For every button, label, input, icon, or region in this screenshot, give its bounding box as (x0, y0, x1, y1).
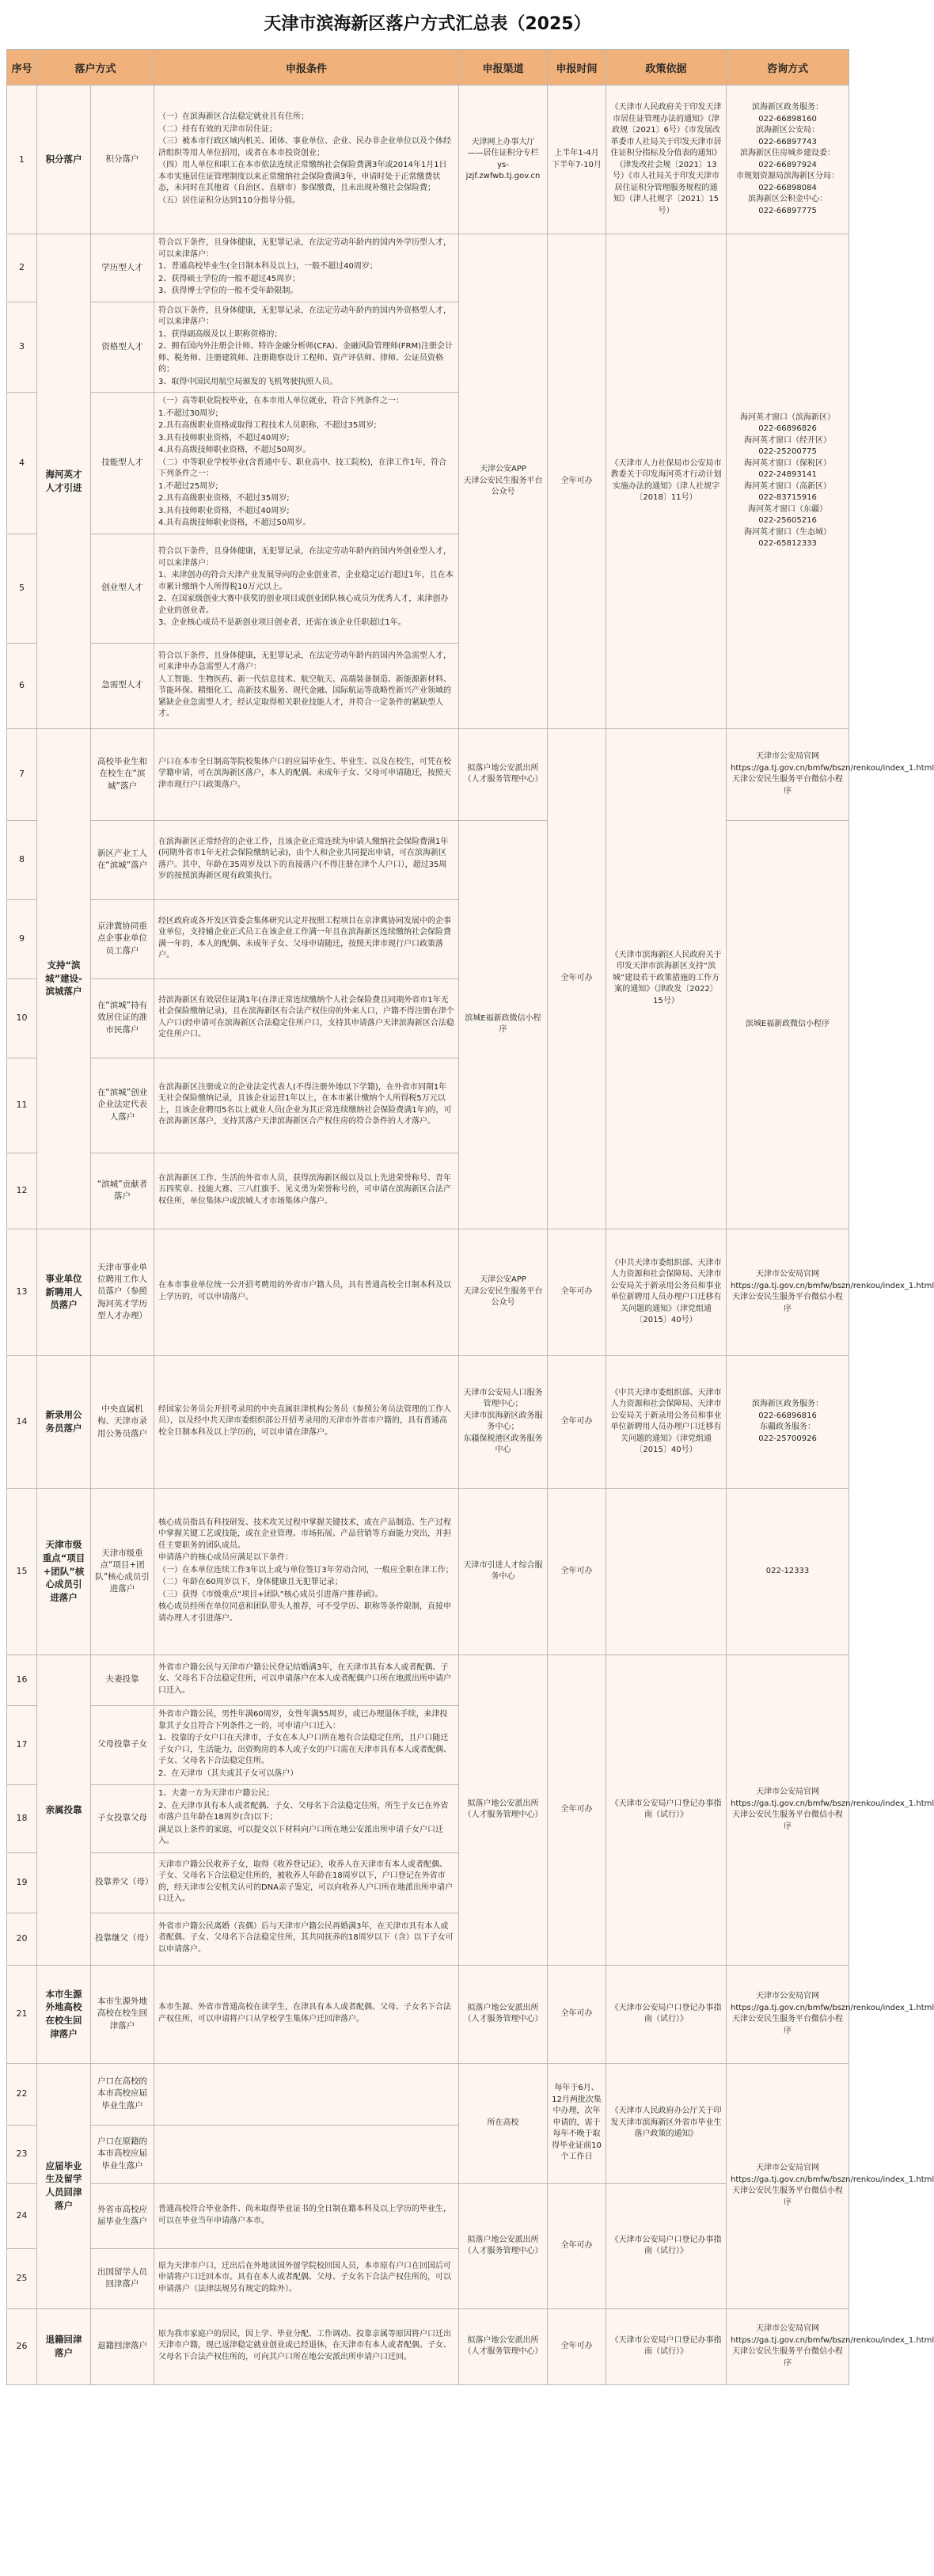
row-number: 4 (7, 393, 37, 534)
cell-line: 满足以上条件的家庭，可以提交以下材料向户口所在地公安派出所申请子女户口迁入。 (158, 1825, 444, 1846)
cell-line: 3、获得博士学位的一般不受年龄限制。 (158, 287, 298, 295)
conditions-cell (154, 534, 459, 643)
cell-line: https://ga.tj.gov.cn/bmfw/bszn/renkou/index_1.html (731, 2175, 934, 2184)
cell-line: 2.具有高级职业资格，不超过35周岁; (158, 494, 290, 503)
cell-line: 拟落户地公安派出所 (467, 763, 539, 773)
table-row (7, 2308, 849, 2384)
time-cell: 全年可办 (548, 1965, 606, 2063)
channel-cell (459, 1965, 548, 2063)
row-number: 12 (7, 1153, 37, 1229)
cell-line: （人才服务管理中心） (463, 1810, 543, 1819)
cell-line: （人才服务管理中心） (463, 2015, 543, 2023)
subtype-cell: 户口在原籍的本市高校应届毕业生落户 (91, 2125, 154, 2183)
cell-line: 经区政府或各开发区管委会集体研究认定并按照工程项目在京津冀协同发展中的企事业单位，支持辅企业正式员工在该企业工作满一年且在滨海新区连续缴纳社会保险费满一年的，本人的配偶、未成年子女、父母申请随迁，按照天津市现行户口政策落户。 (158, 916, 452, 959)
cell-line: 符合以下条件，且身体健康，无犯罪记录，在法定劳动年龄内的国内外学历型人才，可以来津落户： (158, 238, 452, 259)
subtype-cell: 高校毕业生和在校生在“滨城”落户 (91, 728, 154, 820)
cell-line: 天津市引进人才综合服务中心 (463, 1560, 543, 1581)
cell-line: 《天津市公安局户口登记办事指南（试行）》 (610, 2335, 722, 2356)
cell-line: （三）被本市行政区域内机关、团体、事业单位、企业、民办非企业单位以及个体经济组织等用人单位招用，或者在本市投资创业； (158, 137, 452, 158)
subtype-cell: 中央直属机构、天津市录用公务员落户 (91, 1355, 154, 1488)
category-cell: 亲属投靠 (37, 1655, 91, 1965)
cell-line: 海河英才窗口（经开区） (744, 435, 832, 445)
cell-line: （人才服务管理中心） (463, 2247, 543, 2255)
cell-line: ys-jzjf.zwfwb.tj.gov.cn (465, 160, 541, 180)
cell-line: 滨海新区公安局： (756, 126, 820, 135)
table-row (7, 234, 849, 302)
cell-line: 022-66896826 (758, 424, 817, 434)
category-cell: 退籍回津落户 (37, 2308, 91, 2384)
channel-cell (459, 1355, 548, 1488)
time-cell: 全年可办 (548, 2183, 606, 2308)
table-row (7, 728, 849, 820)
conditions-cell (154, 1488, 459, 1655)
cell-line: 海河英才窗口（保税区） (744, 458, 832, 468)
cell-line: 核心成员经所在单位同意和团队带头人推荐，可不受学历、职称等条件限制，直接申请办理人才引进落户。 (158, 1602, 452, 1623)
table-row (7, 1355, 849, 1488)
cell-line: 天津网上办事大厅 (471, 137, 535, 146)
consult-cell (727, 85, 849, 234)
cell-line: 2、获得硕士学位的一般不超过45周岁； (158, 274, 301, 283)
cell-line: 拟落户地公安派出所 (467, 2003, 539, 2012)
row-number: 17 (7, 1705, 37, 1784)
cell-line: 符合以下条件，且身体健康，无犯罪记录，在法定劳动年龄内的国内外资格型人才，可以来津落户： (158, 306, 452, 326)
cell-line: 天津市户籍公民收养子女，取得《收养登记证》，收养人在天津市有本人或者配偶、子女、父母名下合法稳定住所的，被收养人年龄在18周岁以下，户口登记在外省市的，经天津市公安机关认可的DNA亲子鉴定，可以向收养人户口所在地派出所申请户口迁入。 (158, 1860, 454, 1903)
cell-line: 天津公安民生服务平台微信小程序 (732, 1810, 844, 1831)
table-row (7, 1655, 849, 1705)
cell-line: 022-66896816 (758, 1411, 817, 1420)
cell-line: 天津市公安局官网 (756, 2324, 820, 2333)
cell-line: 拟落户地公安派出所 (467, 2235, 539, 2244)
cell-line: 市规划资源局滨海新区分局： (736, 172, 840, 180)
subtype-cell: 积分落户 (91, 85, 154, 234)
cell-line: （五）居住证积分达到110分指导分值。 (158, 196, 301, 205)
header-row (7, 50, 849, 85)
cell-line: 户口在本市全日制高等院校集体户口的应届毕业生、毕业生、以及在校生，可凭在校学籍申请，可在滨海新区落户，本人的配偶、未成年子女、父母可申请随迁，按照天津市现行户口政策落户。 (158, 757, 452, 789)
cell-line: 外省市户籍公民，男性年满60周岁，女性年满55周岁，或已办理退休手续，来津投靠其子女且符合下列条件之一的，可申请户口迁入： (158, 1710, 448, 1731)
cell-line: https://ga.tj.gov.cn/bmfw/bszn/renkou/index_1.html (731, 1281, 934, 1290)
consult-cell (727, 728, 934, 820)
row-number: 16 (7, 1655, 37, 1705)
cell-line: （二）持有有效的天津市居住证； (158, 124, 278, 134)
conditions-cell (154, 1355, 459, 1488)
cell-line: 3、取得中国民用航空局颁发的飞机驾驶执照人员。 (158, 377, 338, 386)
row-number: 6 (7, 643, 37, 728)
conditions-cell (154, 1655, 459, 1705)
cell-line: 天津市公安局官网 (756, 1270, 820, 1279)
consult-cell (727, 1229, 934, 1355)
cell-line: （一）高等职业院校毕业，在本市用人单位就业，符合下列条件之一： (158, 397, 404, 405)
cell-line: 022-83715916 (758, 493, 817, 503)
subtype-cell: “滨城”贡献者落户 (91, 1153, 154, 1229)
header-num: 序号 (7, 50, 37, 85)
subtype-cell: 新区产业工人在“滨城”落户 (91, 820, 154, 899)
cell-line: 滨海新区住房城乡建设委： (740, 149, 836, 158)
conditions-cell (154, 899, 459, 978)
cell-line: 1、普通高校毕业生(全日制本科及以上)，一般不超过40周岁； (158, 262, 378, 271)
cell-line: 天津市公安局人口服务管理中心； (463, 1388, 543, 1408)
channel-cell (459, 2183, 548, 2308)
conditions-cell (154, 234, 459, 302)
category-cell: 天津市级重点“项目+团队”核心成员引进落户 (37, 1488, 91, 1655)
category-cell: 应届毕业生及留学人员回津落户 (37, 2063, 91, 2308)
cell-line: 2、在天津市具有本人或者配偶、子女、父母名下合法稳定住所，所生子女已在外省市落户且年龄在18周岁(含)以下； (158, 1801, 449, 1822)
cell-line: 在滨海新区工作、生活的外省市人员，获得滨海新区级以及以上先进荣誉称号、青年五四奖章、技能大赛、三八红旗手、见义勇为荣誉称号的，可申请在滨海新区合法产权住所，单位集体户或滨城人才市场集体户落户。 (158, 1173, 452, 1206)
cell-line: 天津公安民生服务平台公众号 (463, 1286, 543, 1308)
subtype-cell: 投靠继父（母） (91, 1913, 154, 1965)
consult-cell (727, 234, 849, 729)
conditions-cell (154, 2248, 459, 2308)
consult-cell (727, 1655, 934, 1965)
cell-line: 外省市户籍公民与天津市户籍公民登记结婚满3年，在天津市具有本人或者配偶、子女、父母名下合法稳定住所，可以申请落户在本人或者配偶户口所在地派出所申请户口迁入。 (158, 1662, 452, 1695)
category-cell: 海河英才人才引进 (37, 234, 91, 729)
row-number: 15 (7, 1488, 37, 1655)
cell-line: 经国家公务员公开招考录用的中央直属驻津机构公务员（参照公务员法管理的工作人员），以及经中共天津市委组织部公开招考录用的天津市外省市户籍的，具有普通高校全日制本科及以上学历的，可以申请在津落户。 (158, 1404, 452, 1437)
cell-line: 022-66897743 (758, 137, 817, 146)
cell-line: 《天津市人民政府办公厅关于印发天津市滨海新区外省市毕业生落户政策的通知》 (610, 2107, 722, 2139)
cell-line: 3、企业核心成员不是新创业项目创业者，还需在该企业任职超过1年。 (158, 618, 406, 628)
cell-line: 1、获得副高级及以上职称资格的； (158, 329, 283, 339)
policy-cell (606, 728, 727, 1229)
consult-cell (727, 2063, 934, 2308)
cell-line: 本市生源、外省市普通高校在读学生，在津具有本人或者配偶、父母、子女名下合法产权住所，可以申请将户口从学校学生集体户迁回津落户。 (158, 2003, 452, 2023)
cell-line: 022-25200775 (758, 447, 817, 457)
conditions-cell (154, 1705, 459, 1784)
cell-line: 2.具有高级职业资格或取得工程技术人员职称，不超过35周岁; (158, 421, 377, 430)
cell-line: 天津市公安局官网 (756, 752, 820, 761)
row-number: 21 (7, 1965, 37, 2063)
subtype-cell: 创业型人才 (91, 534, 154, 643)
cell-line: 原为天津市户口，迁出后在外地读国外留学院校回国人员，本市原有户口在回国后可申请将户口迁回本市。具有在本人或者配偶、父母、子女名下合法产权住所的，可以申请落户（法律法规另有规定的除外）。 (158, 2261, 452, 2293)
time-cell: 全年可办 (548, 234, 606, 729)
row-number: 22 (7, 2063, 37, 2125)
row-number: 24 (7, 2183, 37, 2248)
cell-line: 3.具有技师职业资格，不超过40周岁; (158, 433, 290, 443)
cell-line: 022-12333 (765, 1566, 810, 1575)
conditions-cell (154, 1058, 459, 1153)
subtype-cell: 子女投靠父母 (91, 1784, 154, 1852)
conditions-cell (154, 2183, 459, 2248)
time-cell: 全年可办 (548, 1655, 606, 1965)
cell-line: 申请落户的核心成员应满足以下条件： (158, 1553, 294, 1563)
cell-line: 在本市事业单位统一公开招考聘用的外省市户籍人员，具有普通高校全日制本科及以上学历的，可以申请落户。 (158, 1281, 452, 1301)
cell-line: 普通高校符合毕业条件、尚未取得毕业证书的全日制在籍本科及以上学历的毕业生，可以在毕业当年申请落户本市。 (158, 2205, 452, 2225)
time-cell: 全年可办 (548, 1355, 606, 1488)
conditions-cell (154, 728, 459, 820)
time-cell: 全年可办 (548, 728, 606, 1229)
consult-cell (727, 1355, 849, 1488)
policy-cell (606, 2308, 727, 2384)
cell-line: 天津公安民生服务平台微信小程序 (732, 1293, 844, 1313)
cell-line: 核心成员指具有科技研发、技术攻关过程中掌握关键技术，或在产品制造、生产过程中掌握关键工艺或技能，或在企业管理、市场拓展、产品营销等方面能力突出，并担任主要职务的团队成员。 (158, 1518, 452, 1550)
category-cell: 积分落户 (37, 85, 91, 234)
consult-cell (727, 1488, 849, 1655)
cell-line: 天津市公安局官网 (756, 2164, 820, 2172)
row-number: 5 (7, 534, 37, 643)
subtype-cell: 出国留学人员回津落户 (91, 2248, 154, 2308)
category-cell: 本市生源外地高校在校生回津落户 (37, 1965, 91, 2063)
cell-line: 天津市滨海新区政务服务中心； (463, 1411, 543, 1431)
cell-line: 《中共天津市委组织部、天津市人力资源和社会保障局、天津市公安局关于新录用公务员和事业单位新聘用人员办理户口迁移有关问题的通知》（津党组通〔2015〕40号） (610, 1388, 722, 1454)
cell-line: 在滨海新区注册成立的企业法定代表人(不得注册外地以下学籍)，在外省市同期1年无社会保险缴纳记录，且该企业运营1年以上，在本市累计缴纳个人所得税5万元以上，且该企业聘用5名以上就业人员(企业为其正常连续缴纳社会保险费满1年)的，可在滨海新区落户，支持其落户天津滨海新区合产权住房的符合条件的人才落户。 (158, 1082, 452, 1126)
cell-line: 符合以下条件，且身体健康，无犯罪记录，在法定劳动年龄内的国内外急需型人才，可来津申办急需型人才落户： (158, 651, 452, 671)
category-cell: 新录用公务员落户 (37, 1355, 91, 1488)
channel-cell (459, 1488, 548, 1655)
cell-line: 《天津市人民政府关于印发天津市居住证管理办法的通知》（津政规〔2021〕6号）《市发展改革委市人社局关于印发天津市居住证积分指标及分值表的通知》（津发改社会规〔2021〕13号）《市人社局关于印发天津市居住证积分管理服务规程的通知》（津人社规字〔2021〕15号） (610, 103, 722, 215)
subtype-cell: 夫妻投靠 (91, 1655, 154, 1705)
subtype-cell: 父母投靠子女 (91, 1705, 154, 1784)
cell-line: 持滨海新区有效居住证满1年(在津正常连续缴纳个人社会保险费且同期外省市1年无社会保险缴纳记录)，且在滨海新区有合法产权住房的外来人口，户籍不得注册在津个人户口(经申请可在滨海新区合法稳定住所户口，支持其申请落户天津滨海新区合法稳定住所户口。 (158, 995, 454, 1039)
cell-line: （四）用人单位和职工在本市依法连续正常缴纳社会保险费满3年或2014年1月1日本市实施居住证管理制度以来正常缴纳社会保险费满3年，申请时处于正常缴费状态，未同时在其他省（自治区、直辖市）参保缴费，且未出现补缴社会保险费； (158, 161, 447, 192)
conditions-cell (154, 1913, 459, 1965)
row-number: 2 (7, 234, 37, 302)
table-row (7, 1229, 849, 1355)
channel-cell (459, 1655, 548, 1965)
cell-line: 1、投靠的子女户口在天津市，子女在本人户口所在地有合法稳定住所，且户口随迁子女户口，生活能力，出资购房的本人或子女的户口需在天津市具有本人或者配偶、子女、父母名下合法稳定住所。 (158, 1734, 452, 1765)
cell-line: （一）在本单位连续工作3年以上或与单位签订3年劳动合同，一般应全职在津工作； (158, 1565, 454, 1575)
row-number: 13 (7, 1229, 37, 1355)
cell-line: ——居住证积分专栏 (467, 149, 539, 158)
conditions-cell (154, 978, 459, 1058)
channel-cell (459, 234, 548, 729)
cell-line: 东疆政务服务： (760, 1423, 816, 1431)
header-time: 申报时间 (548, 50, 606, 85)
cell-line: 022-24893141 (758, 470, 817, 480)
cell-line: 天津公安APP (480, 465, 526, 473)
policy-cell (606, 2183, 727, 2308)
cell-line: 天津公安民生服务平台微信小程序 (732, 2347, 844, 2368)
cell-line: 《中共天津市委组织部、天津市人力资源和社会保障局、天津市公安局关于新录用公务员和事业单位新聘用人员办理户口迁移有关问题的通知》（津党组通〔2015〕40号） (610, 1258, 722, 1324)
cell-line: 东疆保税港区政务服务中心 (463, 1434, 543, 1454)
channel-cell: 所在高校 (459, 2063, 548, 2183)
cell-line: 《天津市人力社保局市公安局市教委关于印发海河英才行动计划实施办法的通知》（津人社规字〔2018〕11号） (610, 458, 722, 503)
subtype-cell: 天津市级重点“项目+团队”核心成员引进落户 (91, 1488, 154, 1655)
policy-cell (606, 1965, 727, 2063)
conditions-cell (154, 643, 459, 728)
cell-line: 海河英才窗口（东疆） (748, 504, 828, 514)
subtype-cell: 退籍回津落户 (91, 2308, 154, 2384)
table-row (7, 85, 849, 234)
cell-line: 022-25605216 (758, 516, 817, 526)
subtype-cell: 京津冀协同重点企事业单位员工落户 (91, 899, 154, 978)
subtype-cell: 急需型人才 (91, 643, 154, 728)
row-number: 9 (7, 899, 37, 978)
cell-line: 上半年1-4月 (554, 149, 599, 158)
subtype-cell: 户口在高校的本市高校应届毕业生落户 (91, 2063, 154, 2125)
conditions-cell (154, 393, 459, 534)
row-number: 18 (7, 1784, 37, 1852)
consult-cell: 滨城E福新政微信小程序 (727, 820, 849, 1229)
table-row (7, 1965, 849, 2063)
cell-line: 拟落户地公安派出所 (467, 2335, 539, 2345)
cell-line: 022-66898160 (758, 114, 817, 123)
row-number: 26 (7, 2308, 37, 2384)
channel-cell (459, 1229, 548, 1355)
conditions-cell (154, 820, 459, 899)
row-number: 25 (7, 2248, 37, 2308)
cell-line: 1、夫妻一方为天津市户籍公民； (158, 1789, 275, 1799)
subtype-cell: 外省市高校应届毕业生落户 (91, 2183, 154, 2248)
time-cell: 全年可办 (548, 1488, 606, 1655)
conditions-cell (154, 1784, 459, 1852)
header-conditions: 申报条件 (154, 50, 459, 85)
conditions-cell (154, 2063, 459, 2125)
subtype-cell: 资格型人才 (91, 302, 154, 393)
cell-line: 天津公安民生服务平台公众号 (463, 476, 543, 496)
time-cell: 全年可办 (548, 2308, 606, 2384)
cell-line: 022-25700926 (758, 1434, 817, 1443)
time-cell (548, 85, 606, 234)
conditions-cell (154, 85, 459, 234)
cell-line: 海河英才窗口（高新区） (744, 481, 832, 491)
subtype-cell: 投靠养父（母） (91, 1852, 154, 1913)
header-policy: 政策依据 (606, 50, 727, 85)
table-row (7, 2183, 849, 2248)
subtype-cell: 学历型人才 (91, 234, 154, 302)
cell-line: （一）在滨海新区合法稳定就业且有住所； (158, 112, 309, 121)
cell-line: 1.不超过25周岁; (158, 481, 218, 491)
cell-line: 在滨海新区正常经营的企业工作，且该企业正常连续为申请人缴纳社会保险费满1年(同期外省市1年无社会保险缴纳记录)，由个人和企业共同提出申请，可在滨海新区落户。其中，年龄在35周岁及以下的直接落户(不得注册在津个人户口），超过35周岁的按照滨海新区现有政策执行。 (158, 837, 449, 880)
category-cell: 事业单位新聘用人员落户 (37, 1229, 91, 1355)
subtype-cell: 在“滨城”创业企业法定代表人落户 (91, 1058, 154, 1153)
row-number: 8 (7, 820, 37, 899)
row-number: 1 (7, 85, 37, 234)
cell-line: （人才服务管理中心） (463, 775, 543, 784)
cell-line: 滨海新区政务服务： (752, 1400, 824, 1408)
cell-line: 022-66897775 (758, 206, 817, 215)
cell-line: 022-66897924 (758, 160, 817, 169)
conditions-cell (154, 1153, 459, 1229)
policy-cell (606, 234, 727, 729)
row-number: 19 (7, 1852, 37, 1913)
conditions-cell (154, 2125, 459, 2183)
table-row (7, 1488, 849, 1655)
header-consult: 咨询方式 (727, 50, 849, 85)
cell-line: 4.具有高级技师职业资格，不超过50周岁。 (158, 446, 311, 454)
conditions-cell (154, 1229, 459, 1355)
cell-line: （三）获得《市级重点“项目+团队”核心成员引进落户推荐函》。 (158, 1590, 383, 1599)
conditions-cell (154, 1852, 459, 1913)
row-number: 3 (7, 302, 37, 393)
cell-line: 天津公安民生服务平台微信小程序 (732, 2015, 844, 2035)
cell-line: https://ga.tj.gov.cn/bmfw/bszn/renkou/index_1.html (731, 2003, 934, 2012)
policy-cell (606, 2063, 727, 2183)
cell-line: 《天津市公安局户口登记办事指南（试行）》 (610, 2003, 722, 2023)
cell-line: https://ga.tj.gov.cn/bmfw/bszn/renkou/index_1.html (731, 2335, 934, 2345)
policy-cell (606, 1355, 727, 1488)
cell-line: https://ga.tj.gov.cn/bmfw/bszn/renkou/index_1.html (731, 1799, 934, 1808)
cell-line: 2、在国家级创业大赛中获奖的创业项目或创业团队核心成员为优秀人才，来津创办企业的创业者。 (158, 595, 449, 615)
cell-line: 人工智能、生物医药、新一代信息技术、航空航天、高端装备制造、新能源新材料、节能环保、精细化工、高新技术服务、现代金融、国际航运等战略性新兴产业领域的紧缺企业急需型人才，经认定取得相关职业技能人才，并符合一定条件的紧缺型人才。 (158, 674, 452, 718)
row-number: 7 (7, 728, 37, 820)
row-number: 20 (7, 1913, 37, 1965)
policy-table (6, 49, 934, 2385)
cell-line: （二）年龄在60周岁以下，身体健康且无犯罪记录； (158, 1578, 343, 1587)
cell-line: （人才服务管理中心） (463, 2347, 543, 2356)
subtype-cell: 技能型人才 (91, 393, 154, 534)
cell-line: 外省市户籍公民离婚（丧偶）后与天津市户籍公民再婚满3年，在天津市具有本人或者配偶、子女、父母名下合法稳定住所，其共同抚养的18周岁以下（含）以下子女可以申请落户。 (158, 1921, 454, 1954)
channel-cell (459, 85, 548, 234)
cell-line: 1.不超过30周岁; (158, 408, 218, 418)
cell-line: 天津公安APP (480, 1275, 526, 1285)
subtype-cell: 在“滨城”持有效居住证的准市民落户 (91, 978, 154, 1058)
row-number: 11 (7, 1058, 37, 1153)
row-number: 14 (7, 1355, 37, 1488)
row-number: 23 (7, 2125, 37, 2183)
cell-line: 《天津市滨海新区人民政府关于印发天津市滨海新区支持“滨城”建设若干政策措施的工作方案的通知》（津政发〔2022〕15号） (610, 950, 722, 1005)
cell-line: 天津公安民生服务平台微信小程序 (732, 2187, 844, 2207)
policy-cell (606, 85, 727, 234)
channel-cell (459, 728, 548, 820)
cell-line: 拟落户地公安派出所 (467, 1799, 539, 1808)
cell-line: 《天津市公安局户口登记办事指南（试行）》 (610, 2235, 722, 2255)
conditions-cell (154, 302, 459, 393)
cell-line: 原为我市家庭户的居民，因上学、毕业分配、工作调动、投靠亲属等原因将户口迁出天津市户籍，现已返津稳定就业创业或已经退休，在天津市有本人或者配偶、子女、父母名下合法产权住所的，可向其户口所在地公安派出所申请户口迁回。 (158, 2329, 452, 2361)
time-cell: 每年于6月、12月两批次集中办理，次年申请的，需于每年不晚于取得毕业证前10个工作日 (548, 2063, 606, 2183)
category-cell: 支持“滨城”建设-滨城落户 (37, 728, 91, 1229)
cell-line: 3.具有技师职业资格，不超过40周岁; (158, 506, 290, 515)
cell-line: 符合以下条件，且身体健康，无犯罪记录，在法定劳动年龄内的国内外创业型人才，可以来津落户： (158, 547, 452, 568)
cell-line: 海河英才窗口（滨海新区） (740, 412, 836, 422)
cell-line: 滨海新区公积金中心： (748, 195, 828, 203)
header-method: 落户方式 (37, 50, 154, 85)
channel-cell (459, 2308, 548, 2384)
cell-line: 022-65812333 (758, 539, 817, 549)
cell-line: 2、拥有国内外注册会计师、特许金融分析师(CFA)、金融风险管理师(FRM)注册会计师、税务师、注册建筑师、注册勘察设计工程师、资产评估师、律师、公证员资格的； (158, 342, 453, 374)
cell-line: https://ga.tj.gov.cn/bmfw/bszn/renkou/index_1.html (731, 763, 934, 773)
channel-cell: 滨城E福新政微信小程序 (459, 820, 548, 1229)
cell-line: 022-66898084 (758, 183, 817, 192)
conditions-cell (154, 1965, 459, 2063)
cell-line: 天津公安民生服务平台微信小程序 (732, 775, 844, 796)
policy-cell (606, 1229, 727, 1355)
conditions-cell (154, 2308, 459, 2384)
cell-line: 天津市公安局官网 (756, 1788, 820, 1796)
cell-line: 下半年7-10月 (552, 160, 602, 169)
cell-line: 《天津市公安局户口登记办事指南（试行）》 (610, 1799, 722, 1819)
cell-line: 4.具有高级技师职业资格，不超过50周岁。 (158, 519, 311, 527)
header-channel: 申报渠道 (459, 50, 548, 85)
cell-line: 1、来津创办的符合天津产业发展导向的企业创业者，企业稳定运行超过1年，且在本市累计缴纳个人所得税10万元以上。 (158, 571, 454, 591)
cell-line: （二）中等职业学校毕业(含普通中专、职业高中、技工院校)，在津工作1年，符合下列条件之一： (158, 458, 447, 478)
cell-line: 海河英才窗口（生态城） (744, 527, 832, 537)
page-title: 天津市滨海新区落户方式汇总表（2025） (264, 14, 591, 34)
table-row (7, 2063, 849, 2125)
consult-cell (727, 2308, 934, 2384)
cell-line: 2、在天津市（其夫或其子女可以落户） (158, 1769, 298, 1778)
cell-line: 滨海新区政务服务： (752, 103, 824, 112)
subtype-cell: 天津市事业单位聘用工作人员落户（参照海河英才学历型人才办理） (91, 1229, 154, 1355)
policy-cell (606, 1655, 727, 1965)
row-number: 10 (7, 978, 37, 1058)
cell-line: 天津市公安局官网 (756, 1992, 820, 2000)
subtype-cell: 本市生源外地高校在校生回津落户 (91, 1965, 154, 2063)
time-cell: 全年可办 (548, 1229, 606, 1355)
consult-cell (727, 1965, 934, 2063)
policy-cell (606, 1488, 727, 1655)
